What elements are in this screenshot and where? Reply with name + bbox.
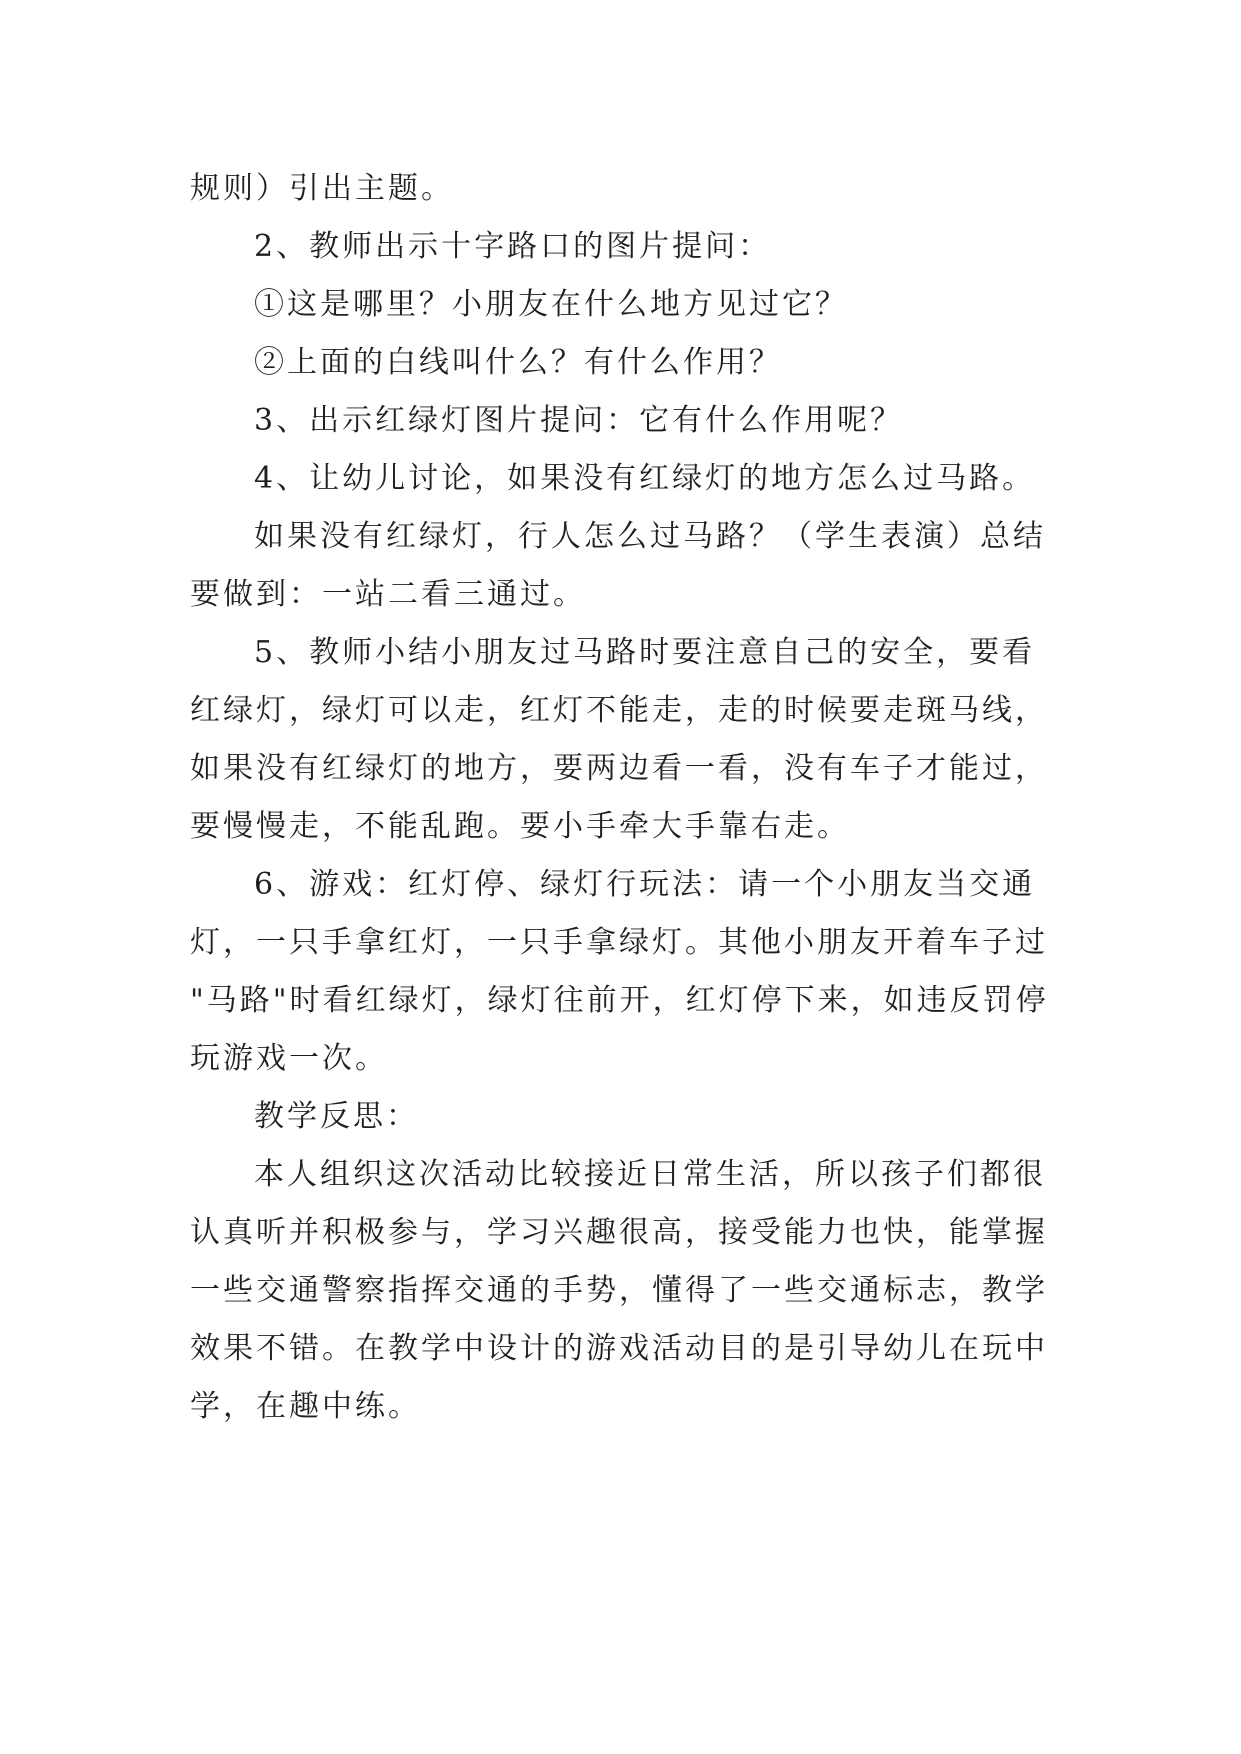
text-line: 要做到：一站二看三通过。 [190, 577, 586, 612]
text-line: 要慢慢走，不能乱跑。要小手牵大手靠右走。 [190, 809, 850, 844]
text-line: 学，在趣中练。 [190, 1389, 421, 1424]
text-line: ②上面的白线叫什么？有什么作用？ [254, 345, 782, 380]
document-body [190, 160, 1070, 1436]
text-line: 如果没有红绿灯，行人怎么过马路？（学生表演）总结 [254, 519, 1046, 554]
text-line: 规则）引出主题。 [190, 171, 454, 206]
text-line: 灯，一只手拿红灯，一只手拿绿灯。其他小朋友开着车子过 [190, 925, 1048, 960]
text-line: 5、教师小结小朋友过马路时要注意自己的安全，要看 [254, 635, 1036, 670]
text-line: 效果不错。在教学中设计的游戏活动目的是引导幼儿在玩中 [190, 1331, 1048, 1366]
text-line: 红绿灯，绿灯可以走，红灯不能走，走的时候要走斑马线， [190, 693, 1048, 728]
text-line: 本人组织这次活动比较接近日常生活，所以孩子们都很 [254, 1157, 1046, 1192]
text-line: ①这是哪里？小朋友在什么地方见过它？ [254, 287, 848, 322]
text-line: 2、教师出示十字路口的图片提问： [254, 229, 772, 264]
text-line: 玩游戏一次。 [190, 1041, 388, 1076]
text-line: "马路"时看红绿灯，绿灯往前开，红灯停下来，如违反罚停 [190, 983, 1049, 1018]
text-line: 认真听并积极参与，学习兴趣很高，接受能力也快，能掌握 [190, 1215, 1048, 1250]
section-heading: 教学反思： [254, 1099, 419, 1134]
text-line: 6、游戏：红灯停、绿灯行玩法：请一个小朋友当交通 [254, 867, 1036, 902]
text-line: 如果没有红绿灯的地方，要两边看一看，没有车子才能过， [190, 751, 1048, 786]
text-line: 一些交通警察指挥交通的手势，懂得了一些交通标志，教学 [190, 1273, 1048, 1308]
text-line: 3、出示红绿灯图片提问：它有什么作用呢？ [254, 403, 904, 438]
text-line: 4、让幼儿讨论，如果没有红绿灯的地方怎么过马路。 [254, 461, 1036, 496]
